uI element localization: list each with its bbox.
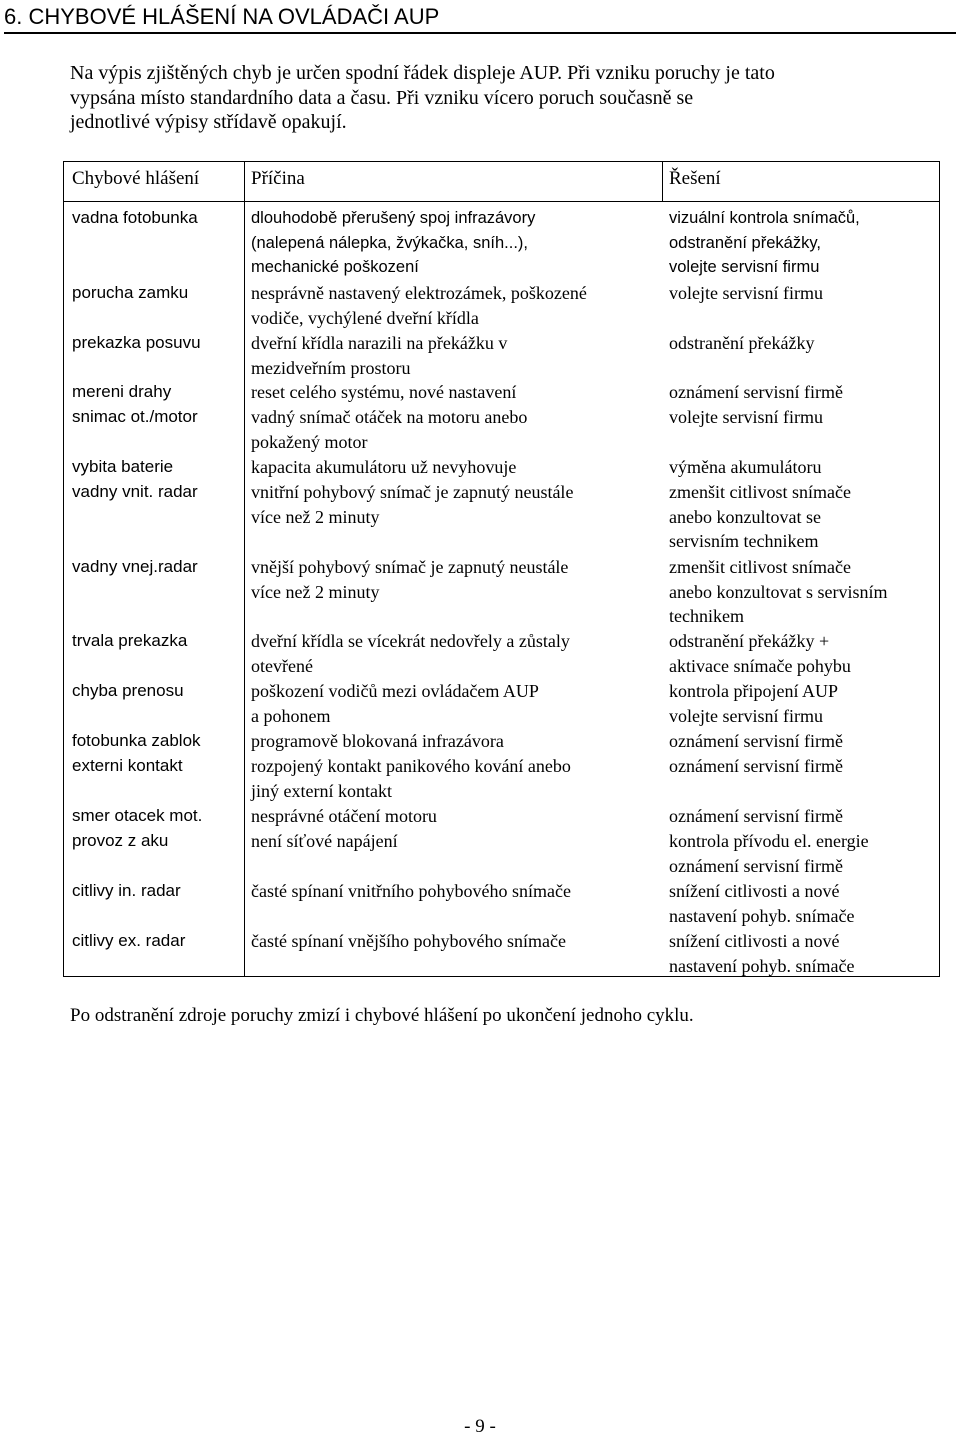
error-code: smer otacek mot. <box>72 806 203 825</box>
header-cause: Příčina <box>251 168 305 189</box>
error-cause: vadný snímač otáček na motoru anebo pokažený motor <box>251 407 528 452</box>
error-cause: nesprávně nastavený elektrozámek, poškozené vodiče, vychýlené dveřní křídla <box>251 283 587 328</box>
error-code: porucha zamku <box>72 283 189 302</box>
error-code: externi kontakt <box>72 756 183 775</box>
intro-line: jednotlivé výpisy střídavě opakují. <box>70 111 347 133</box>
intro-line: vypsána místo standardního data a času. Při vzniku vícero poruch současně se <box>70 86 694 109</box>
column-divider <box>244 162 245 976</box>
intro-line: Na výpis zjištěných chyb je určen spodní řádek displeje AUP. Při vzniku poruchy je tato <box>70 62 775 84</box>
error-cause: poškození vodičů mezi ovládačem AUP a pohonem <box>251 681 539 726</box>
section-heading: 6. CHYBOVÉ HLÁŠENÍ NA OVLÁDAČI AUP <box>4 4 956 34</box>
error-solution: volejte servisní firmu <box>669 283 823 303</box>
error-code: citlivy ex. radar <box>72 931 186 950</box>
error-solution: odstranění překážky + aktivace snímače pohybu <box>669 631 851 676</box>
error-solution: zmenšit citlivost snímače anebo konzultovat s servisním technikem <box>669 557 888 627</box>
error-solution: volejte servisní firmu <box>669 407 823 427</box>
error-code: vadna fotobunka <box>72 208 198 227</box>
error-code: citlivy in. radar <box>72 881 181 900</box>
error-cause: programově blokovaná infrazávora <box>251 731 504 751</box>
error-solution: kontrola přívodu el. energie oznámení servisní firmě <box>669 831 869 876</box>
error-table <box>63 161 940 977</box>
error-cause: rozpojený kontakt panikového kování anebo jiný externí kontakt <box>251 756 571 801</box>
error-cause: reset celého systému, nové nastavení <box>251 382 517 402</box>
table-header <box>64 162 939 202</box>
error-solution: snížení citlivosti a nové nastavení pohyb. snímače <box>669 931 855 976</box>
error-solution: výměna akumulátoru <box>669 457 822 477</box>
error-cause: dveřní křídla narazili na překážku v mezidveřním prostoru <box>251 333 508 378</box>
error-solution: oznámení servisní firmě <box>669 382 843 402</box>
error-solution: kontrola připojení AUP volejte servisní firmu <box>669 681 838 726</box>
header-error: Chybové hlášení <box>72 168 200 189</box>
error-code: snimac ot./motor <box>72 407 198 426</box>
footer-note: Po odstranění zdroje poruchy zmizí i chybové hlášení po ukončení jednoho cyklu. <box>70 1005 694 1026</box>
error-code: fotobunka zablok <box>72 731 201 750</box>
error-code: mereni drahy <box>72 382 172 401</box>
error-cause: časté spínaní vnějšího pohybového snímače <box>251 931 566 951</box>
error-code: vadny vnit. radar <box>72 482 198 501</box>
page-number: - 9 - <box>464 1416 496 1437</box>
error-solution: vizuální kontrola snímačů, odstranění překážky, volejte servisní firmu <box>669 209 860 277</box>
error-solution: odstranění překážky <box>669 333 815 353</box>
error-solution: oznámení servisní firmě <box>669 806 843 826</box>
error-code: provoz z aku <box>72 831 169 850</box>
error-solution: oznámení servisní firmě <box>669 756 843 776</box>
error-cause: dlouhodobě přerušený spoj infrazávory (nalepená nálepka, žvýkačka, sníh...), mechanické poškození <box>251 209 536 277</box>
error-cause: časté spínaní vnitřního pohybového snímače <box>251 881 571 901</box>
error-cause: dveřní křídla se vícekrát nedovřely a zůstaly otevřené <box>251 631 570 676</box>
error-cause: není síťové napájení <box>251 831 398 851</box>
error-cause: vnější pohybový snímač je zapnutý neustále více než 2 minuty <box>251 557 569 602</box>
error-code: vybita baterie <box>72 457 174 476</box>
error-code: vadny vnej.radar <box>72 557 198 576</box>
error-code: trvala prekazka <box>72 631 188 650</box>
error-code: prekazka posuvu <box>72 333 201 352</box>
error-cause: nesprávné otáčení motoru <box>251 806 437 826</box>
header-solution: Řešení <box>669 168 721 189</box>
error-code: chyba prenosu <box>72 681 184 700</box>
error-solution: snížení citlivosti a nové nastavení pohyb. snímače <box>669 881 855 926</box>
error-solution: zmenšit citlivost snímače anebo konzultovat se servisním technikem <box>669 482 851 552</box>
intro-paragraph <box>70 61 930 135</box>
error-cause: kapacita akumulátoru už nevyhovuje <box>251 457 517 477</box>
error-solution: oznámení servisní firmě <box>669 731 843 751</box>
error-cause: vnitřní pohybový snímač je zapnutý neustále více než 2 minuty <box>251 482 574 527</box>
